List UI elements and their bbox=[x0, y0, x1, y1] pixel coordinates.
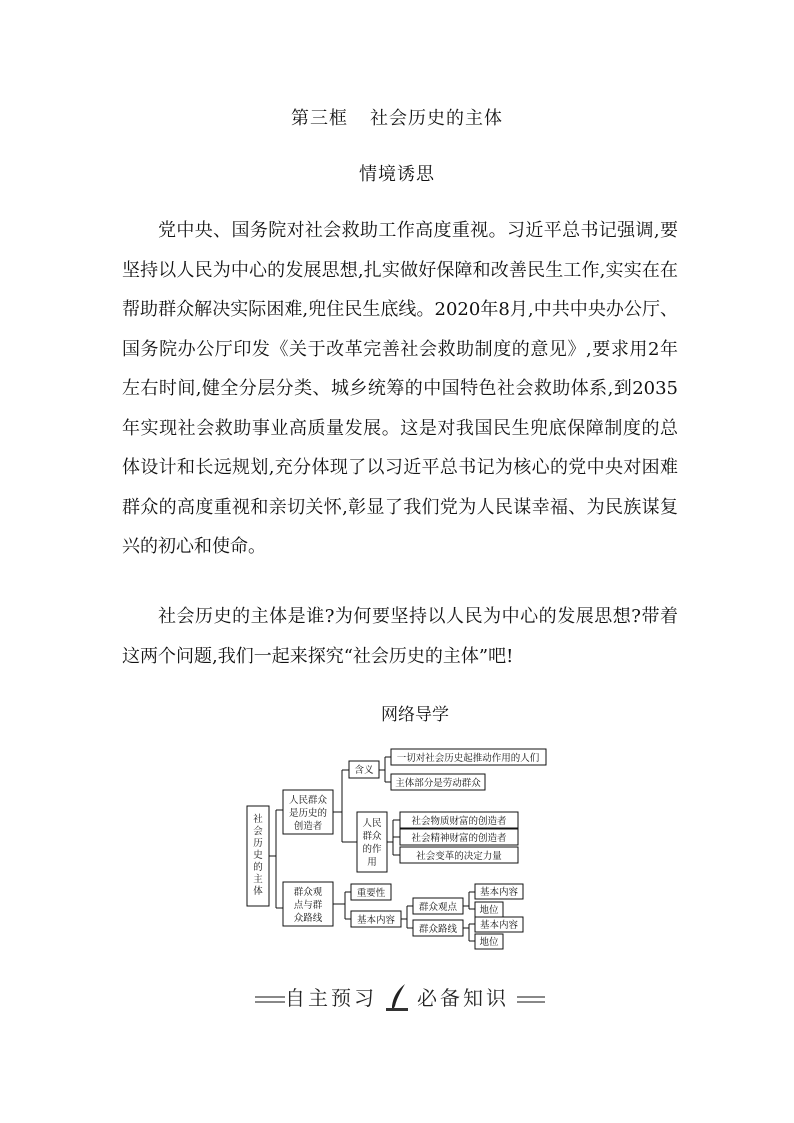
role-line: 用 bbox=[367, 857, 377, 868]
importance-label: 重要性 bbox=[356, 888, 386, 899]
root-char: 历 bbox=[253, 838, 263, 849]
creators-line: 是历史的 bbox=[288, 808, 328, 819]
position-label: 地位 bbox=[479, 937, 499, 948]
root-char: 史 bbox=[253, 850, 263, 861]
mass-line: 众路线 bbox=[293, 913, 323, 924]
concept-map bbox=[245, 742, 555, 952]
banner-left-text: 自主预习 bbox=[285, 986, 377, 1010]
root-text bbox=[253, 813, 263, 897]
lesson-label: 第三框 bbox=[291, 108, 348, 129]
banner-right-text: 必备知识 bbox=[417, 986, 509, 1010]
basic-label: 基本内容 bbox=[479, 920, 519, 931]
content-label: 基本内容 bbox=[356, 915, 396, 926]
meaning-item-text: 主体部分是劳动群众 bbox=[395, 778, 481, 789]
mass-line: 群众观 bbox=[293, 887, 323, 898]
role-item-text: 社会物质财富的创造者 bbox=[411, 816, 507, 827]
intro-paragraph: 党中央、国务院对社会救助工作高度重视。习近平总书记强调,要坚持以人民为中心的发展思想,扎实做好保障和改善民生工作,实实在在帮助群众解决实际困难,兜住民生底线。2020年8月,中共中央办公厅、国务院办公厅印发《关于改革完善社会救助制度的意见》,要求用2年左右时间,健全分层分类、城乡统筹的中国特色社会救助体系,到2035年实现社会救助事业高质量发展。这是对我国民生兜底保障制度的总体设计和长远规划,充分体现了以习近平总书记为核心的党中央对困难群众的高度重视和亲切关怀,彰显了我们党为人民谋幸福、为民族谋复兴的初心和使命。 bbox=[122, 220, 678, 557]
lesson-title: 社会历史的主体 bbox=[370, 108, 503, 129]
section-heading: 情境诱思 bbox=[359, 164, 435, 185]
creators-line: 人民群众 bbox=[288, 795, 328, 806]
position-label: 地位 bbox=[479, 905, 499, 916]
creators-line: 创造者 bbox=[293, 821, 323, 832]
page-title bbox=[0, 104, 794, 130]
role-line: 人民 bbox=[362, 818, 382, 829]
root-char: 社 bbox=[253, 814, 263, 825]
network-heading: 网络导学 bbox=[381, 705, 449, 725]
root-char: 会 bbox=[253, 826, 263, 837]
role-item-text: 社会精神财富的创造者 bbox=[411, 833, 507, 844]
quill-pen-icon bbox=[383, 982, 413, 1014]
root-char: 体 bbox=[253, 886, 263, 897]
role-item-text: 社会变革的决定力量 bbox=[416, 851, 502, 862]
meaning-label: 含义 bbox=[354, 765, 374, 776]
question-paragraph: 社会历史的主体是谁?为何要坚持以人民为中心的发展思想?带着这两个问题,我们一起来探究“社会历史的主体”吧! bbox=[122, 606, 678, 667]
line-label: 群众路线 bbox=[418, 924, 458, 935]
role-line: 群众 bbox=[362, 831, 382, 842]
root-char: 主 bbox=[253, 874, 263, 885]
role-line: 的作 bbox=[362, 844, 382, 855]
section-banner bbox=[255, 982, 545, 1016]
viewpoint-label: 群众观点 bbox=[418, 902, 458, 913]
basic-label: 基本内容 bbox=[479, 887, 519, 898]
mass-line: 点与群 bbox=[293, 900, 323, 911]
root-char: 的 bbox=[253, 862, 263, 873]
meaning-item-text: 一切对社会历史起推动作用的人们 bbox=[396, 753, 540, 764]
